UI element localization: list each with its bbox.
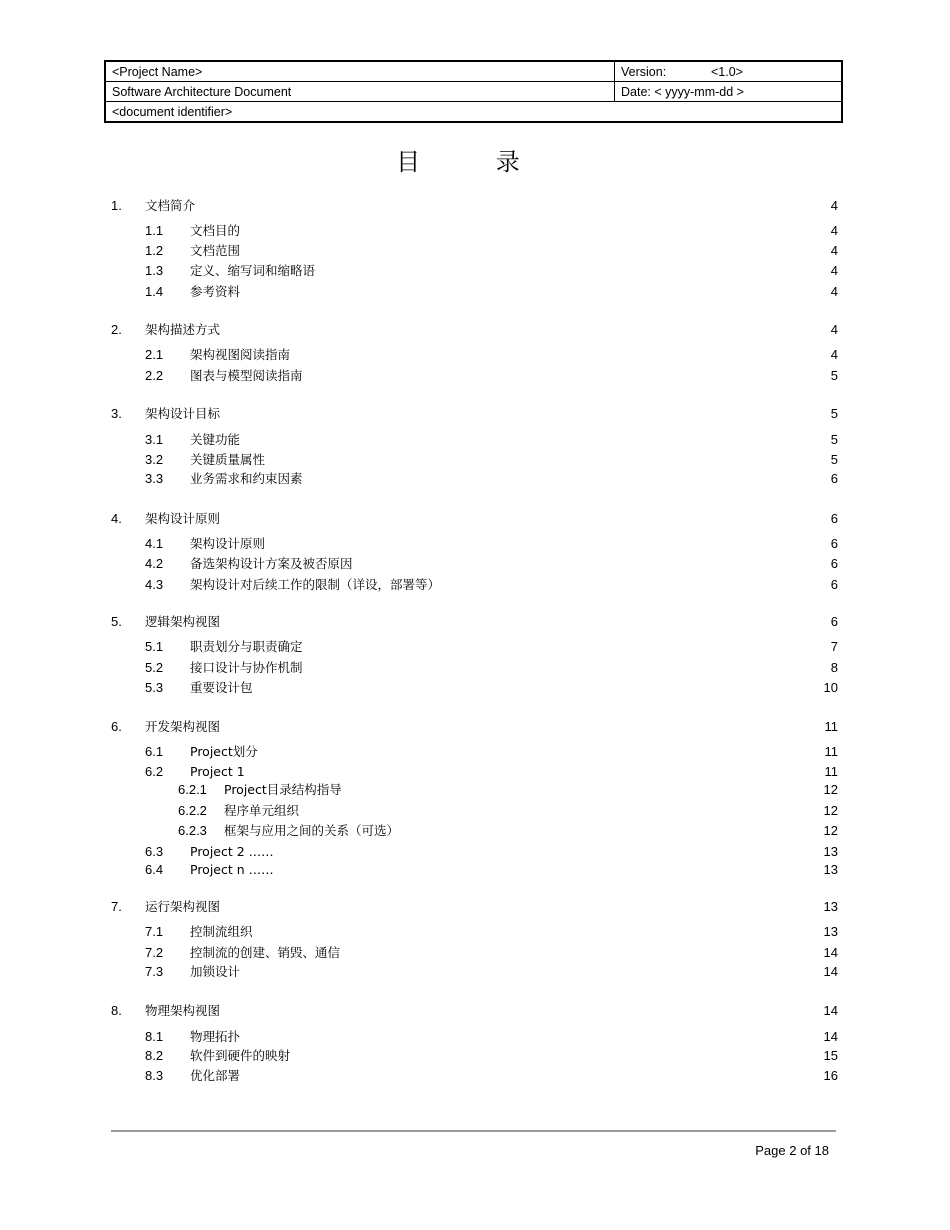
toc-entry-title: 框架与应用之间的关系（可选）: [224, 823, 400, 838]
toc-entry-number: 1.: [111, 198, 122, 213]
toc-entry[interactable]: [0, 405, 950, 423]
toc-title: 目 录: [396, 148, 554, 176]
toc-entry-number: 6.4: [145, 862, 164, 877]
toc-entry-page: 14: [823, 945, 838, 960]
toc-entry[interactable]: [0, 346, 950, 364]
toc-entry-title: 架构视图阅读指南: [190, 347, 291, 362]
toc-entry-page: 4: [830, 347, 838, 362]
toc-entry-title: Project划分: [190, 744, 258, 759]
toc-entry-title: 逻辑架构视图: [145, 614, 221, 629]
toc-entry[interactable]: [0, 861, 950, 879]
toc-entry-number: 2.: [111, 322, 122, 337]
toc-entry-number: 5.1: [145, 639, 164, 654]
toc-entry-page: 4: [830, 284, 838, 299]
toc-entry-page: 6: [830, 536, 838, 551]
document-title-cell: Software Architecture Document: [105, 82, 615, 102]
toc-entry[interactable]: [0, 197, 950, 215]
toc-entry[interactable]: [0, 843, 950, 861]
toc-entry[interactable]: [0, 763, 950, 781]
toc-entry[interactable]: [0, 963, 950, 981]
toc-entry-page: 11: [824, 764, 838, 779]
toc-entry-title: 定义、缩写词和缩略语: [190, 263, 316, 278]
toc-entry[interactable]: [0, 944, 950, 962]
toc-entry-title: 加锁设计: [190, 964, 241, 979]
toc-entry[interactable]: [0, 470, 950, 488]
toc-entry-title: Project 1: [190, 764, 245, 779]
toc-entry-number: 8.1: [145, 1029, 164, 1044]
toc-entry-number: 6.2.3: [178, 823, 207, 838]
toc-entry-number: 5.3: [145, 680, 164, 695]
footer-divider: [111, 1130, 836, 1132]
toc-entry-number: 6.3: [145, 844, 164, 859]
toc-entry-number: 8.: [111, 1003, 122, 1018]
toc-entry-page: 5: [830, 406, 838, 421]
version-label: Version:: [621, 64, 667, 79]
toc-entry-number: 1.2: [145, 243, 164, 258]
toc-entry-title: 重要设计包: [190, 680, 253, 695]
toc-entry[interactable]: [0, 718, 950, 736]
toc-entry-page: 6: [830, 614, 838, 629]
toc-entry-page: 11: [824, 744, 838, 759]
toc-entry-title: 文档范围: [190, 243, 241, 258]
toc-entry-title: 架构设计目标: [145, 406, 221, 421]
toc-entry[interactable]: [0, 576, 950, 594]
toc-entry[interactable]: [0, 431, 950, 449]
toc-entry-title: 图表与模型阅读指南: [190, 368, 303, 383]
toc-entry-title: 文档目的: [190, 223, 241, 238]
toc-entry-number: 3.3: [145, 471, 164, 486]
toc-entry-title: Project目录结构指导: [224, 782, 342, 797]
toc-entry-title: Project 2 ……: [190, 844, 274, 859]
toc-entry-title: 关键质量属性: [190, 452, 266, 467]
toc-entry-page: 12: [823, 782, 838, 797]
toc-entry-number: 7.3: [145, 964, 164, 979]
toc-entry-title: 物理架构视图: [145, 1003, 221, 1018]
version-value: <1.0>: [711, 64, 743, 79]
toc-entry-title: 架构设计原则: [145, 511, 221, 526]
toc-entry-title: 架构设计对后续工作的限制（详设，部署等）: [190, 577, 441, 592]
toc-entry-page: 11: [824, 719, 838, 734]
toc-entry-page: 12: [823, 823, 838, 838]
toc-entry-page: 6: [830, 577, 838, 592]
toc-entry-number: 8.2: [145, 1048, 164, 1063]
toc-entry-title: 程序单元组织: [224, 803, 300, 818]
toc-entry-number: 4.3: [145, 577, 164, 592]
toc-entry[interactable]: [0, 1002, 950, 1020]
toc-entry[interactable]: [0, 781, 950, 799]
toc-entry-page: 4: [830, 223, 838, 238]
toc-entry-number: 5.2: [145, 660, 164, 675]
toc-entry[interactable]: [0, 321, 950, 339]
toc-entry-number: 3.2: [145, 452, 164, 467]
version-cell: [615, 61, 843, 82]
toc-entry-number: 3.1: [145, 432, 164, 447]
toc-entry-number: 5.: [111, 614, 122, 629]
toc-entry[interactable]: [0, 802, 950, 820]
toc-entry[interactable]: [0, 898, 950, 916]
toc-entry[interactable]: [0, 1047, 950, 1065]
toc-entry[interactable]: [0, 262, 950, 280]
toc-entry[interactable]: [0, 923, 950, 941]
toc-entry-page: 13: [823, 862, 838, 877]
toc-entry-page: 7: [830, 639, 838, 654]
toc-entry-number: 7.1: [145, 924, 164, 939]
toc-entry[interactable]: [0, 555, 950, 573]
toc-entry-number: 4.: [111, 511, 122, 526]
toc-entry-page: 12: [823, 803, 838, 818]
toc-entry-title: 架构设计原则: [190, 536, 266, 551]
toc-entry-page: 14: [823, 1029, 838, 1044]
toc-entry-page: 16: [823, 1068, 838, 1083]
toc-entry-page: 10: [823, 680, 838, 695]
toc-entry-page: 4: [830, 322, 838, 337]
toc-entry[interactable]: [0, 535, 950, 553]
document-identifier-cell: <document identifier>: [105, 102, 842, 123]
toc-entry[interactable]: [0, 638, 950, 656]
toc-entry-title: 控制流组织: [190, 924, 253, 939]
toc-entry-title: 软件到硬件的映射: [190, 1048, 291, 1063]
toc-entry-number: 6.2: [145, 764, 164, 779]
toc-entry-number: 4.1: [145, 536, 164, 551]
toc-entry[interactable]: [0, 613, 950, 631]
toc-entry[interactable]: [0, 510, 950, 528]
toc-entry-number: 4.2: [145, 556, 164, 571]
toc-entry-page: 6: [830, 511, 838, 526]
toc-entry-number: 8.3: [145, 1068, 164, 1083]
toc-entry-number: 6.2.1: [178, 782, 207, 797]
toc-entry[interactable]: [0, 367, 950, 385]
toc-entry[interactable]: [0, 679, 950, 697]
toc-entry-number: 7.: [111, 899, 122, 914]
toc-entry-page: 5: [830, 432, 838, 447]
toc-entry[interactable]: [0, 1067, 950, 1085]
toc-entry-page: 5: [830, 452, 838, 467]
date-cell: Date: < yyyy-mm-dd >: [615, 82, 843, 102]
toc-entry-number: 6.: [111, 719, 122, 734]
toc-entry-page: 8: [830, 660, 838, 675]
toc-entry-title: 接口设计与协作机制: [190, 660, 303, 675]
toc-entry[interactable]: [0, 283, 950, 301]
toc-entry-number: 6.1: [145, 744, 164, 759]
toc-entry[interactable]: [0, 822, 950, 840]
toc-entry[interactable]: [0, 1028, 950, 1046]
toc-entry[interactable]: [0, 743, 950, 761]
toc-entry-title: Project n ……: [190, 862, 274, 877]
toc-entry-page: 5: [830, 368, 838, 383]
toc-entry-page: 4: [830, 263, 838, 278]
toc-entry-number: 3.: [111, 406, 122, 421]
toc-entry-page: 13: [823, 899, 838, 914]
toc-entry-number: 1.3: [145, 263, 164, 278]
toc-entry-page: 6: [830, 556, 838, 571]
toc-entry-title: 运行架构视图: [145, 899, 221, 914]
toc-entry-title: 业务需求和约束因素: [190, 471, 303, 486]
toc-entry-title: 职责划分与职责确定: [190, 639, 303, 654]
toc-entry-title: 关键功能: [190, 432, 241, 447]
toc-entry-number: 2.2: [145, 368, 164, 383]
document-header-table: [104, 60, 843, 123]
toc-entry-page: 6: [830, 471, 838, 486]
toc-entry-page: 4: [830, 198, 838, 213]
toc-entry-page: 13: [823, 924, 838, 939]
toc-entry-title: 控制流的创建、销毁、通信: [190, 945, 341, 960]
toc-entry-title: 参考资料: [190, 284, 241, 299]
toc-entry-number: 2.1: [145, 347, 164, 362]
toc-entry-title: 备选架构设计方案及被否原因: [190, 556, 353, 571]
toc-entry-number: 6.2.2: [178, 803, 207, 818]
toc-entry-page: 14: [823, 964, 838, 979]
toc-entry-title: 架构描述方式: [145, 322, 221, 337]
project-name-cell: <Project Name>: [105, 61, 615, 82]
toc-entry[interactable]: [0, 242, 950, 260]
toc-entry-number: 7.2: [145, 945, 164, 960]
toc-entry-page: 14: [823, 1003, 838, 1018]
page-number: Page 2 of 18: [755, 1143, 829, 1158]
toc-entry-page: 4: [830, 243, 838, 258]
toc-entry-title: 优化部署: [190, 1068, 241, 1083]
toc-entry-page: 15: [823, 1048, 838, 1063]
toc-entry-title: 文档简介: [145, 198, 196, 213]
toc-entry-page: 13: [823, 844, 838, 859]
toc-entry[interactable]: [0, 659, 950, 677]
toc-entry[interactable]: [0, 222, 950, 240]
toc-entry-title: 物理拓扑: [190, 1029, 241, 1044]
toc-entry-number: 1.4: [145, 284, 164, 299]
toc-entry-number: 1.1: [145, 223, 164, 238]
toc-entry-title: 开发架构视图: [145, 719, 221, 734]
toc-entry[interactable]: [0, 451, 950, 469]
